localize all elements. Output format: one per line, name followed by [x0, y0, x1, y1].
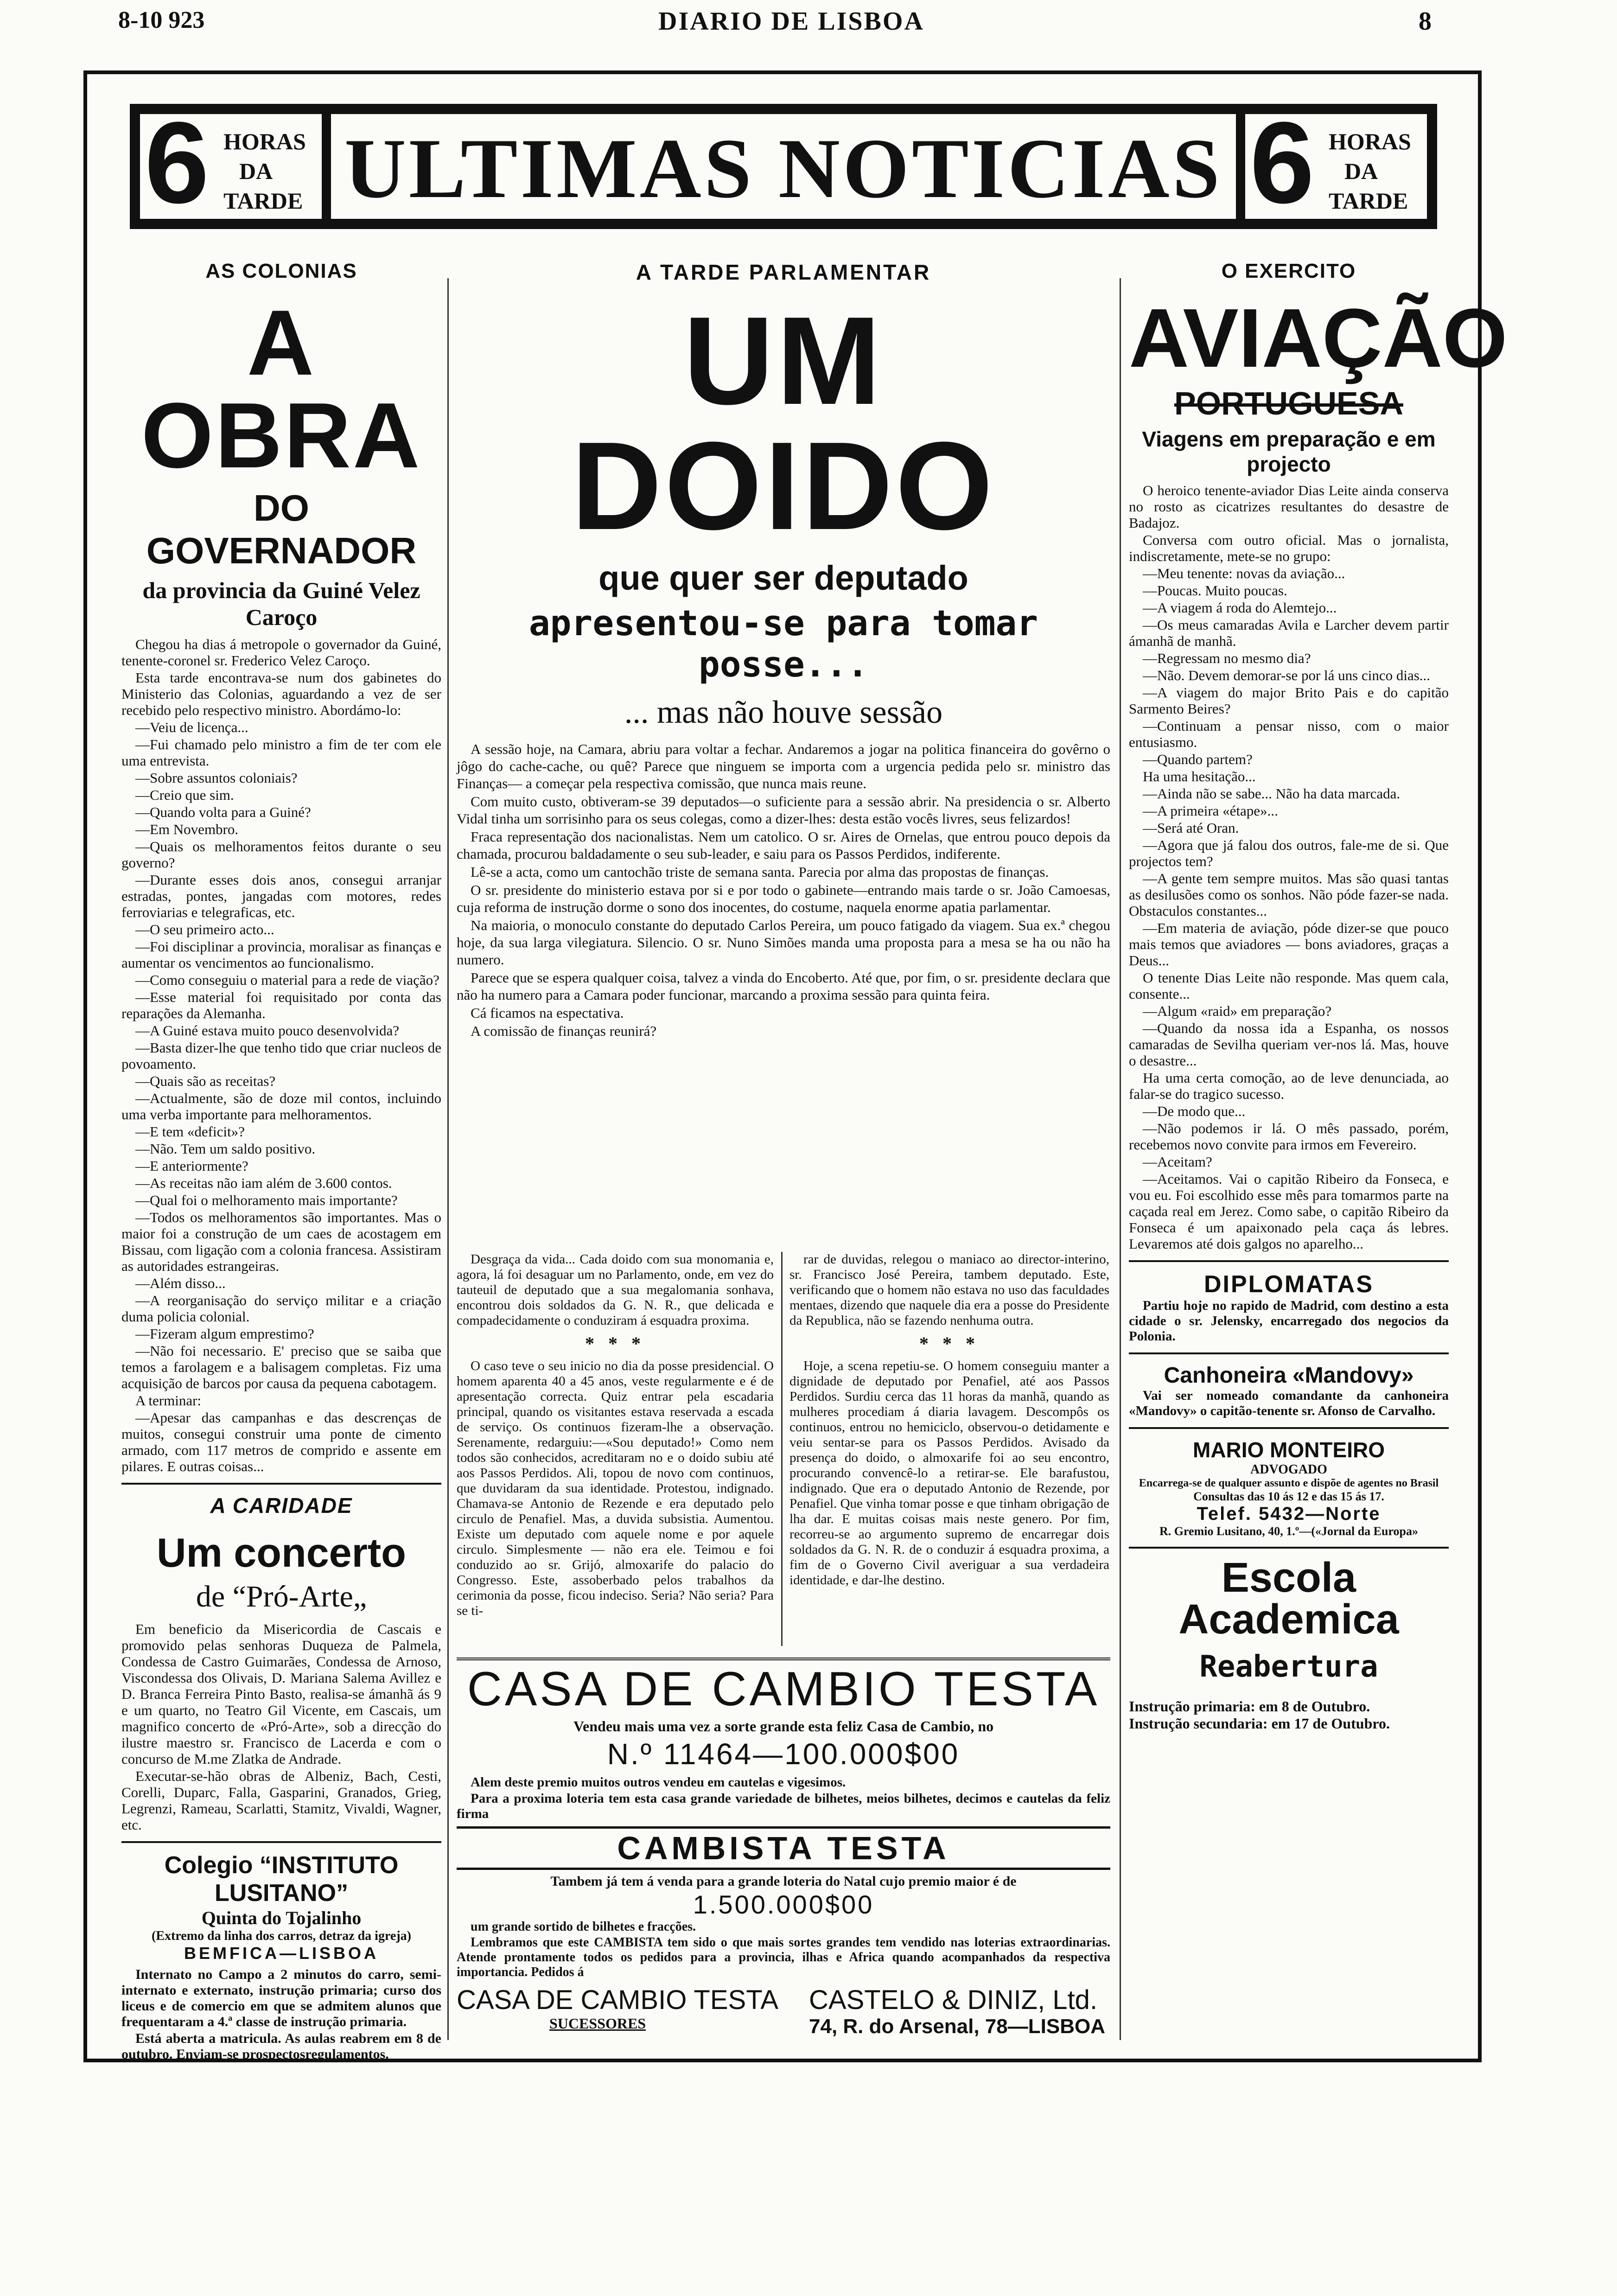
- ad-line: Vendeu mais uma vez a sorte grande esta feliz Casa de Cambio, no: [573, 1718, 994, 1735]
- paragraph: —Sobre assuntos coloniais?: [135, 770, 298, 786]
- story-body: [789, 1252, 1109, 1588]
- paragraph: —A viagem á roda do Alemtejo...: [1143, 600, 1337, 616]
- headline: UM DOIDO: [571, 291, 996, 556]
- section-kicker: A TARDE PARLAMENTAR: [636, 260, 931, 284]
- paragraph: Hoje, a scena repetiu-se. O homem conseguiu manter a dignidade de deputado por Penafiel, até aos Passos Perdidos. Surdiu cerca das 11 horas da manhã, quando as mulheres procediam á diaria lavagem. Descompôs os continuos, entrou no hemiciclo, observou-o detidamente e veiu sentar-se para os Passos Perdidos. Avisado da presença do doido, o almoxarife foi ao seu encontro, procurando convencê-lo a retirar-se. Ele barafustou, indignado. Que era o deputado Antonio de Rezende, por Penafiel. Que vinha tomar posse e que tinham obrigação de lha dar. E muitas coisas mais neste genero. Por fim, recorreu-se ao argumento supremo de encarregar dois soldados da G. N. R. de o conduzir á esquadra proxima, a fim de o Governo Civil averiguar a sua verdadeira identidade, e dar-lhe destino.: [789, 1358, 1109, 1588]
- paragraph: A comissão de finanças reunirá?: [471, 1023, 657, 1039]
- banner-horas: HORAS: [223, 128, 306, 154]
- center-column: [457, 260, 1110, 1243]
- column-rule: [781, 1252, 783, 1646]
- paragraph: —Foi disciplinar a provincia, moralisar as finanças e aumentar os vencimentos ao funcionalismo.: [121, 938, 441, 971]
- paragraph: Em beneficio da Misericordia de Cascais e promovido pelas senhoras Duqueza de Palmela, Condessa de Castro Guimarães, Condessa de Arnoso, Viscondessa dos Olivais, D. Mariana Salema Avillez e D. Branca Ferreira Pinto Basto, realisa-se ámanhã ás 9 e um quarto, no Teatro Gil Vicente, em Cascais, um magnifico concerto de «Pró-Arte», sob a direcção do ilustre maestro sr. Francisco de Lacerda e com o concurso de M.me Zlatka de Andrade.: [121, 1621, 441, 1767]
- separator: * * *: [919, 1333, 980, 1354]
- paragraph: Cá ficamos na espectativa.: [471, 1005, 624, 1021]
- ad-title: MARIO MONTEIRO: [1193, 1438, 1385, 1462]
- separator: * * *: [585, 1333, 645, 1354]
- ad-footer-left: CASA DE CAMBIO TESTA: [457, 1985, 779, 2015]
- paragraph: —A reorganisação do serviço militar e a criação duma policia colonial.: [121, 1292, 441, 1325]
- subheadline-3: ... mas não houve sessão: [624, 695, 943, 730]
- paragraph: O caso teve o seu inicio no dia da posse presidencial. O homem aparenta 40 a 45 anos, veste regularmente e é de apresentação correcta. Quiz entrar pela escadaria principal, quando os visitantes estava reservada a escada de serviço. Os continuos fizeram-lhe a observação. Serenamente, redarguiu:—«Sou deputado!» Como nem todos são conhecidos, acreditaram no e o doido subiu até aos Passos Perdidos. Ali, topou de novo com continuos, que duvidaram da sua identidade. Protestou, indignado. Chamava-se Antonio de Rezende e era deputado pelo circulo de Penafiel. Mas, a duvida subsistia. Aumentou. Existe um deputado com aquele nome e por aquele circulo. Simplesmente — não era ele. Teimou e foi conduzido ao sr. Grijó, almoxarife do palacio do Congresso. Este, assoberbado pelos trabalhos da cerimonia da posse, ficou indeciso. Seria? Não seria? Para se ti-: [457, 1358, 774, 1618]
- paragraph: O heroico tenente-aviador Dias Leite ainda conserva no rosto as cicatrizes resultantes do desastre de Badajoz.: [1129, 482, 1449, 531]
- paragraph: Internato no Campo a 2 minutos do carro, semi-internato e externato, instrução primaria; curso dos liceus e de comercio em que se admitem alunos que frequentaram a 4.ª classe de instrução primaria.: [121, 1967, 441, 2029]
- canhoneira-title: Canhoneira «Mandovy»: [1164, 1363, 1414, 1388]
- diplomatas-title: DIPLOMATAS: [1203, 1271, 1374, 1298]
- divider: [1129, 1352, 1449, 1354]
- section-kicker: O EXERCITO: [1221, 260, 1356, 282]
- page-number: 8: [1419, 7, 1432, 36]
- colegio-ad: [121, 1851, 441, 2062]
- paragraph: Lembramos que este CAMBISTA tem sido o que mais sortes grandes tem vendido nas loterias extraordinarias. Atende prontamente todos os pedidos para a provincia, ilhas e Africa quando acompanhados da respectiva importancia. Pedidos á: [457, 1935, 1110, 1979]
- paragraph: —Qual foi o melhoramento mais importante?: [135, 1192, 398, 1208]
- subheadline: que quer ser deputado: [598, 559, 968, 597]
- paragraph: A sessão hoje, na Camara, abriu para voltar a fechar. Andaremos a jogar na politica financeira do govêrno o jôgo do cache-cache, ou quê? Parece que ninguem se importa com a urgencia pedida pelo sr. ministro das Finanças— a começar pela respectiva comissão, que nunca mais reune.: [457, 741, 1110, 791]
- paragraph: Ha uma hesitação...: [1143, 768, 1256, 784]
- story-subcolumn-right: [789, 1252, 1109, 1646]
- paragraph: —Não. Devem demorar-se por lá uns cinco dias...: [1143, 667, 1431, 683]
- headline: AVIAÇÃO: [1129, 292, 1508, 385]
- page-header: [0, 6, 1617, 39]
- section-kicker: AS COLONIAS: [205, 260, 357, 282]
- paragraph: —Não. Tem um saldo positivo.: [135, 1141, 316, 1157]
- subheadline-2: Viagens em preparação e em projecto: [1142, 427, 1436, 476]
- casa-testa-ad: [457, 1658, 1110, 2066]
- paragraph: —Continuam a pensar nisso, com o maior entusiasmo.: [1129, 718, 1449, 750]
- ad-title: Colegio “INSTITUTO LUSITANO”: [164, 1852, 399, 1907]
- ad-hours: Consultas das 10 ás 12 e das 15 ás 17.: [1193, 1490, 1384, 1503]
- paragraph: O sr. presidente do ministerio estava por si e por todo o gabinete—entrando mais tarde o sr. João Camoesas, cuja reforma de instrução dorme o sono dos inocentes, do costume, naquela enorme apatia parlamentar.: [457, 882, 1110, 915]
- ad-line: Tambem já tem á venda para a grande loteria do Natal cujo premio maior é de: [550, 1874, 1017, 1889]
- paragraph: —Todos os melhoramentos são importantes. Mas o maior foi a construção de um caes de acostagem em Bissau, com ligação com a colonia francesa. Assistiram as autoridades estrangeiras.: [121, 1209, 441, 1274]
- banner-title: ULTIMAS NOTICIAS: [344, 121, 1222, 216]
- paragraph: —Meu tenente: novas da aviação...: [1143, 565, 1345, 581]
- ad-phone: Telef. 5432—Norte: [1197, 1504, 1381, 1524]
- paragraph: —Quando volta para a Guiné?: [135, 804, 311, 820]
- ad-text: [121, 1967, 441, 2062]
- subheadline-2: apresentou-se para tomar posse...: [528, 602, 1038, 685]
- canhoneira-text: [1129, 1388, 1449, 1419]
- paragraph: —Apesar das campanhas e das descrenças de muitos, consegui construir uma ponte de cimento armado, com 117 metros de comprido e assente em pilares. E outras coisas...: [121, 1409, 441, 1474]
- paragraph: —Não foi necessario. E' preciso que se saiba que temos a farolagem e a balisagem completas. Fiz uma acquisição de barcos por causa da pequena cabotagem.: [121, 1343, 441, 1391]
- divider: [1129, 1427, 1449, 1429]
- paragraph: —Em materia de aviação, póde dizer-se que pouco mais temos que aviadores — bons aviadores, graças a Deus...: [1129, 920, 1449, 969]
- story-body: [457, 1252, 774, 1619]
- paragraph: Está aberta a matricula. As aulas reabrem em 8 de outubro. Enviam-se prospectosregulamentos.: [121, 2031, 441, 2062]
- paragraph: —Quando partem?: [1143, 751, 1253, 767]
- article-body: [1129, 482, 1449, 1252]
- ad-footer-left-sub: SUCESSORES: [549, 2015, 646, 2032]
- escola-line-2: Instrução secundaria: em 17 de Outubro.: [1129, 1715, 1390, 1732]
- paragraph: Lê-se a acta, como um cantochão triste de semana santa. Parecia por alma das propostas de finanças.: [471, 864, 1049, 880]
- ad-text: Encarrega-se de qualquer assunto e dispõe de agentes no Brasil: [1139, 1477, 1439, 1489]
- ad-text: [457, 1920, 1110, 1980]
- banner-horas: HORAS: [1329, 128, 1411, 154]
- paragraph: —Em Novembro.: [135, 821, 239, 837]
- paragraph: —Será até Oran.: [1143, 820, 1239, 836]
- paragraph: —Durante esses dois anos, consegui arranjar estradas, pontes, jangadas com motores, redes ferroviarias e telegraficas, etc.: [121, 872, 441, 920]
- paragraph: —Como conseguiu o material para a rede de viação?: [135, 972, 439, 988]
- divider: [121, 1841, 441, 1843]
- paragraph: —A primeira «étape»...: [1143, 803, 1278, 819]
- paragraph: —Creio que sim.: [135, 787, 234, 803]
- article-body: [457, 740, 1110, 1040]
- issue-date: 8-10 923: [118, 7, 205, 33]
- ad-footer-right-sub: 74, R. do Arsenal, 78—LISBOA: [809, 2015, 1105, 2038]
- banner-da: DA: [1344, 158, 1378, 184]
- divider: [1129, 1547, 1449, 1549]
- paragraph: Vai ser nomeado comandante da canhoneira «Mandovy» o capitão-tenente sr. Afonso de Carvalho.: [1129, 1388, 1449, 1418]
- paragraph: —Basta dizer-lhe que tenho tido que criar nucleos de povoamento.: [121, 1040, 441, 1072]
- paragraph: —A viagem do major Brito Pais e do capitão Sarmento Beires?: [1129, 684, 1449, 717]
- paragraph: —O seu primeiro acto...: [135, 921, 274, 938]
- banner-tarde: TARDE: [223, 188, 303, 214]
- banner-tarde: TARDE: [1329, 188, 1408, 214]
- ad-footer-right: CASTELO & DINIZ, Ltd.: [809, 1985, 1098, 2015]
- paragraph: Partiu hoje no rapido de Madrid, com destino a esta cidade o sr. Jelensky, encarregado dos negocios da Polonia.: [1129, 1298, 1449, 1344]
- divider: [121, 1483, 441, 1485]
- banner-time-left: [138, 98, 324, 227]
- concert-body: [121, 1621, 441, 1833]
- paragraph: —Actualmente, são de doze mil contos, incluindo uma verba importante para melhoramentos.: [121, 1090, 441, 1122]
- paragraph: Esta tarde encontrava-se num dos gabinetes do Ministerio das Colonias, aguardando a vez de ser recebido pelo respectivo ministro. Abordámo-lo:: [121, 670, 441, 718]
- paragraph: —Veiu de licença...: [135, 719, 248, 735]
- paragraph: Alem deste premio muitos outros vendeu em cautelas e vigesimos.: [471, 1775, 846, 1790]
- paragraph: —Fizeram algum emprestimo?: [135, 1326, 314, 1342]
- doido-story-columns: [457, 1252, 1110, 1651]
- paragraph: O tenente Dias Leite não responde. Mas quem cala, consente...: [1129, 969, 1449, 1002]
- escola-subtitle: Reabertura: [1199, 1650, 1378, 1684]
- ad-role: ADVOGADO: [1250, 1462, 1327, 1477]
- banner-six: 6: [145, 98, 210, 227]
- banner-time-right: [1243, 98, 1429, 227]
- ad-footer: [457, 1984, 1110, 2045]
- paragraph: Com muito custo, obtiveram-se 39 deputados—o suficiente para a sessão abrir. Na presidencia o sr. Alberto Vidal tinha um sorrisinho para os seus colegas, como a dizer-lhes: desta estão vocês livres, seus felizardos!: [457, 793, 1110, 827]
- paragraph: —Aceitamos. Vai o capitão Ribeiro da Fonseca, e vou eu. Foi escolhido esse mês para tomarmos parte na caçada real em Jerez. Como sabe, o capitão Ribeiro da Fonseca é um apaixonado pela caça ás lebres. Levaremos até dois galgos no aparelho...: [1129, 1171, 1449, 1252]
- ultimas-noticias-banner: [130, 98, 1437, 229]
- right-column: [1129, 260, 1508, 2059]
- paragraph: —A gente tem sempre muitos. Mas são quasi tantas as desilusões como os sonhos. Não póde fazer-se nada. Obstaculos constantes...: [1129, 870, 1449, 919]
- subheadline: PORTUGUESA: [1174, 385, 1403, 421]
- story-subcolumn-left: [457, 1252, 774, 1646]
- concert-subtitle: de “Pró-Arte„: [196, 1580, 367, 1614]
- paragraph: —Os meus camaradas Avila e Larcher devem partir ámanhã de manhã.: [1129, 617, 1449, 649]
- ad-number: N.º 11464—100.000$00: [607, 1737, 960, 1771]
- escola-line-1: Instrução primaria: em 8 de Outubro.: [1129, 1698, 1370, 1715]
- escola-title: Escola Academica: [1178, 1555, 1399, 1643]
- paragraph: —E tem «deficit»?: [135, 1123, 245, 1140]
- paragraph: Parece que se espera qualquer coisa, talvez a vinda do Encoberto. Até que, por fim, o sr. presidente declara que não ha numero para a Camara poder funcionar, marcando a proxima sessão para quinta feira.: [457, 969, 1110, 1003]
- paragraph: —Não podemos ir lá. O mês passado, porém, recebemos novo convite para irmos em Fevereiro.: [1129, 1120, 1449, 1153]
- paragraph: Fraca representação dos nacionalistas. Nem um catolico. O sr. Aires de Ornelas, que entrou pouco depois da chamada, procurou baldadamente o seu sub-leader, e saiu para os Passos Perdidos, indiferente.: [457, 829, 1110, 862]
- paragraph: Conversa com outro oficial. Mas o jornalista, indiscretamente, mete-se no grupo:: [1129, 532, 1449, 564]
- paragraph: Desgraça da vida... Cada doido com sua monomania e, agora, lá foi desaguar um no Parlamento, onde, em vez do tauteuil de deputado que a sua megalomania sonhava, encontrou dois soldados da G. N. R., que delicada e compadecidamente o conduziram á esquadra proxima.: [457, 1252, 774, 1328]
- banner-six: 6: [1250, 98, 1315, 227]
- section-kicker: A CARIDADE: [210, 1493, 353, 1518]
- paragraph: —Agora que já falou dos outros, fale-me de si. Que projectos tem?: [1129, 837, 1449, 869]
- paragraph: —Regressam no mesmo dia?: [1143, 650, 1311, 666]
- ad-title-2: CAMBISTA TESTA: [457, 1826, 1110, 1870]
- subheadline-2: da provincia da Guiné Velez Caroço: [142, 577, 420, 630]
- paragraph: Chegou ha dias á metropole o governador da Guiné, tenente-coronel sr. Frederico Velez Caroço.: [121, 636, 441, 669]
- diplomatas-text: [1129, 1298, 1449, 1344]
- headline: A OBRA: [141, 291, 422, 487]
- paragraph: —Além disso...: [135, 1275, 226, 1291]
- paragraph: —Poucas. Muito poucas.: [1143, 582, 1287, 599]
- paragraph: um grande sortido de bilhetes e fracções.: [471, 1920, 696, 1934]
- paragraph: Para a proxima loteria tem esta casa grande variedade de bilhetes, meios bilhetes, decimos e cautelas da feliz firma: [457, 1791, 1110, 1821]
- paragraph: —De modo que...: [1143, 1103, 1246, 1119]
- subheadline: DO GOVERNADOR: [146, 487, 417, 571]
- column-rule: [1120, 278, 1121, 2040]
- banner-da: DA: [239, 158, 273, 184]
- ad-place: BEMFICA—LISBOA: [184, 1944, 379, 1963]
- divider: [1129, 1260, 1449, 1262]
- paragraph: Na maioria, o monoculo constante do deputado Carlos Pereira, um pouco fatigado da viagem. Sua ex.ª chegou hoje, da sua larga vilegiatura. Silencio. O sr. Nuno Simões manda uma proposta para a mesa se ha ou não ha numero.: [457, 917, 1110, 968]
- ad-amount: 1.500.000$00: [693, 1890, 874, 1919]
- concert-title: Um concerto: [157, 1530, 406, 1575]
- paragraph: —Aceitam?: [1143, 1154, 1212, 1170]
- paragraph: —Quais os melhoramentos feitos durante o seu governo?: [121, 838, 441, 871]
- divider: [457, 1658, 1110, 1660]
- paragraph: —Algum «raid» em preparação?: [1143, 1003, 1332, 1019]
- article-body: [121, 636, 441, 1474]
- column-rule: [447, 278, 449, 2040]
- banner-title-box: [329, 112, 1238, 221]
- paragraph: rar de duvidas, relegou o maniaco ao director-interino, sr. Francisco José Pereira, tambem deputado. Este, verificando que o homem não estava no uso das faculdades mentaes, dizendo que naquele dia era a posse do Presidente da Republica, não se fazendo nenhuma outra.: [789, 1252, 1109, 1328]
- ad-note: (Extremo da linha dos carros, detraz da igreja): [152, 1929, 411, 1943]
- paragraph: Executar-se-hão obras de Albeniz, Bach, Cesti, Corelli, Duparc, Falla, Gasparini, Granados, Grieg, Legrenzi, Rameau, Scarlatti, Stamitz, Vivaldi, Wagner, etc.: [121, 1768, 441, 1833]
- paragraph: —Esse material foi requisitado por conta das reparações da Alemanha.: [121, 989, 441, 1021]
- ad-text: [457, 1775, 1110, 1822]
- paragraph: —As receitas não iam além de 3.600 contos.: [135, 1175, 392, 1191]
- paragraph: —Fui chamado pelo ministro a fim de ter com ele uma entrevista.: [121, 736, 441, 769]
- paragraph: —Ainda não se sabe... Não ha data marcada.: [1143, 785, 1401, 802]
- paragraph: —A Guiné estava muito pouco desenvolvida?: [135, 1022, 400, 1039]
- ad-subtitle: Quinta do Tojalinho: [201, 1907, 362, 1928]
- paragraph: —Quais são as receitas?: [135, 1073, 276, 1089]
- ad-address: R. Gremio Lusitano, 40, 1.º—(«Jornal da Europa»: [1159, 1524, 1418, 1538]
- paragraph: —E anteriormente?: [135, 1158, 248, 1174]
- newspaper-name: DIARIO DE LISBOA: [658, 7, 924, 36]
- mario-monteiro-ad: [1129, 1437, 1449, 1538]
- ad-title: CASA DE CAMBIO TESTA: [467, 1662, 1100, 1716]
- paragraph: A terminar:: [135, 1392, 202, 1409]
- left-column: [121, 260, 441, 2062]
- paragraph: Ha uma certa comoção, ao de leve denunciada, ao falar-se do tragico sucesso.: [1129, 1070, 1449, 1102]
- paragraph: —Quando da nossa ida a Espanha, os nossos camaradas de Sevilha queriam ver-nos lá. Mas, houve o desastre...: [1129, 1020, 1449, 1069]
